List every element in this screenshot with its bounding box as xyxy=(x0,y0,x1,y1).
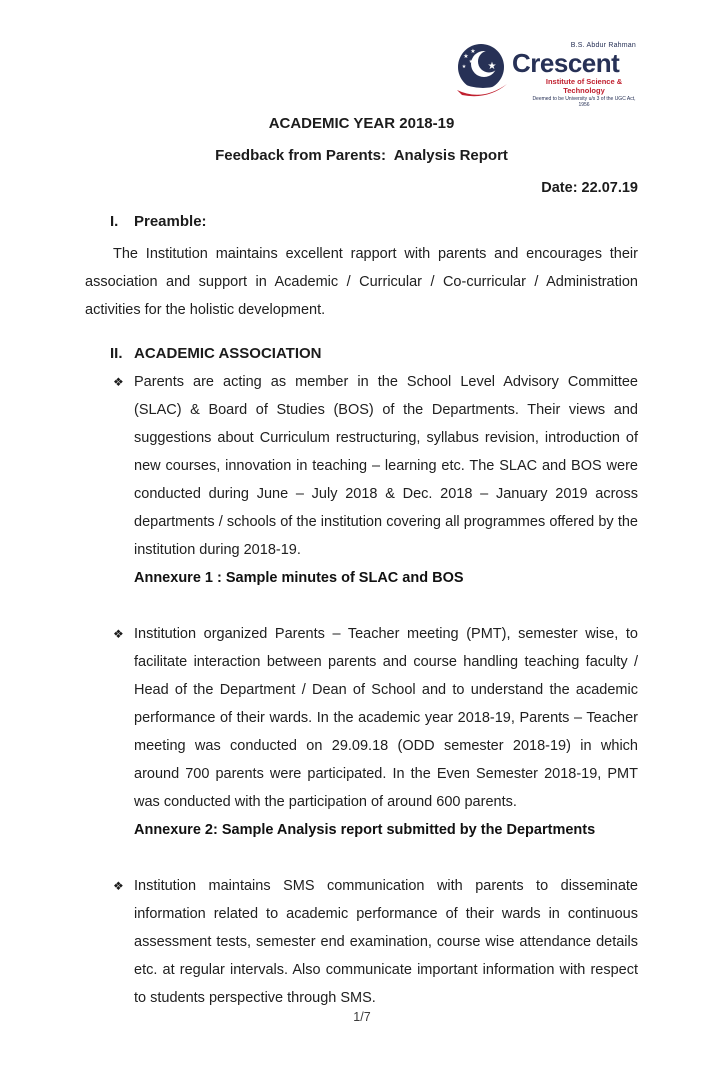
crescent-moon-stars-emblem-icon xyxy=(454,42,510,100)
page-number-indicator: 1/7 xyxy=(353,1010,371,1024)
bullet-text-block xyxy=(134,620,638,844)
logo-institute-line: Institute of Science & Technology xyxy=(545,77,623,95)
section-heading-academic-association xyxy=(85,340,638,368)
svg-text:★: ★ xyxy=(463,53,469,60)
document-page xyxy=(0,42,724,1066)
annexure-2-label: Annexure 2: Sample Analysis report submitted by the Departments xyxy=(134,822,596,838)
diamond-bullet-icon: ❖ xyxy=(113,375,124,389)
academic-association-bullets xyxy=(85,368,638,1012)
diamond-bullet-icon: ❖ xyxy=(113,627,124,641)
section-number: I. xyxy=(110,213,119,230)
logo-deemed-university-note: Deemed to be University u/s 3 of the UGC Act, 1956 xyxy=(532,96,636,108)
logo-text-block xyxy=(512,42,638,108)
bullet-text-block xyxy=(134,872,638,1012)
diamond-bullet-icon: ❖ xyxy=(113,879,124,893)
bullet-text: Institution maintains SMS communication with parents to disseminate information related to academic performance of their wards in continuous assessment tests, semester end examination, course wise attendance details etc. at regular intervals. Also communicate important information with respect to students perspective through SMS. xyxy=(134,878,638,1006)
svg-text:★: ★ xyxy=(461,64,467,70)
crescent-institute-logo xyxy=(454,42,638,108)
annexure-1-label: Annexure 1 : Sample minutes of SLAC and BOS xyxy=(134,570,464,586)
logo-row xyxy=(85,42,638,108)
logo-brand-name: Crescent xyxy=(512,48,620,78)
page-title: ACADEMIC YEAR 2018-19 xyxy=(268,115,455,132)
section-number: II. xyxy=(110,345,123,362)
section-heading-preamble xyxy=(85,208,638,236)
logo-founder-name: B.S. Abdur Rahman xyxy=(570,42,636,49)
page-subtitle: Feedback from Parents: Analysis Report xyxy=(215,147,508,164)
bullet-text: Parents are acting as member in the School Level Advisory Committee (SLAC) & Board of Studies (BOS) of the Departments. Their views and suggestions about Curriculum restructuring, syllabus revision, introduction of new courses, innovation in teaching – learning etc. The SLAC and BOS were conducted during June – July 2018 & Dec. 2018 – January 2019 across departments / schools of the institution covering all programmes offered by the institution during 2018-19. xyxy=(134,374,638,558)
svg-text:★: ★ xyxy=(470,48,476,55)
section-heading-label: Preamble: xyxy=(134,213,207,230)
bullet-item-pmt-meetings xyxy=(85,620,638,844)
bullet-text: Institution organized Parents – Teacher meeting (PMT), semester wise, to facilitate interaction between parents and course handling teaching faculty / Head of the Department / Dean of School and to understand the academic performance of their wards. In the academic year 2018-19, Parents – Teacher meeting was conducted on 29.09.18 (ODD semester 2018-19) in which around 700 parents were participated. In the Even Semester 2018-19, PMT was conducted with the participation of around 600 parents. xyxy=(134,626,638,810)
svg-text:★: ★ xyxy=(487,61,497,72)
date-label: Date: 22.07.19 xyxy=(541,180,638,196)
section-heading-label: ACADEMIC ASSOCIATION xyxy=(134,345,322,362)
bullet-item-sms-communication xyxy=(85,872,638,1012)
preamble-paragraph: The Institution maintains excellent rapport with parents and encourages their association and support in Academic / Curricular / Co-curricular / Administration activities for the holistic development. xyxy=(85,246,638,318)
bullet-item-slac-bos xyxy=(85,368,638,592)
svg-text:★: ★ xyxy=(468,59,474,65)
bullet-text-block xyxy=(134,368,638,592)
